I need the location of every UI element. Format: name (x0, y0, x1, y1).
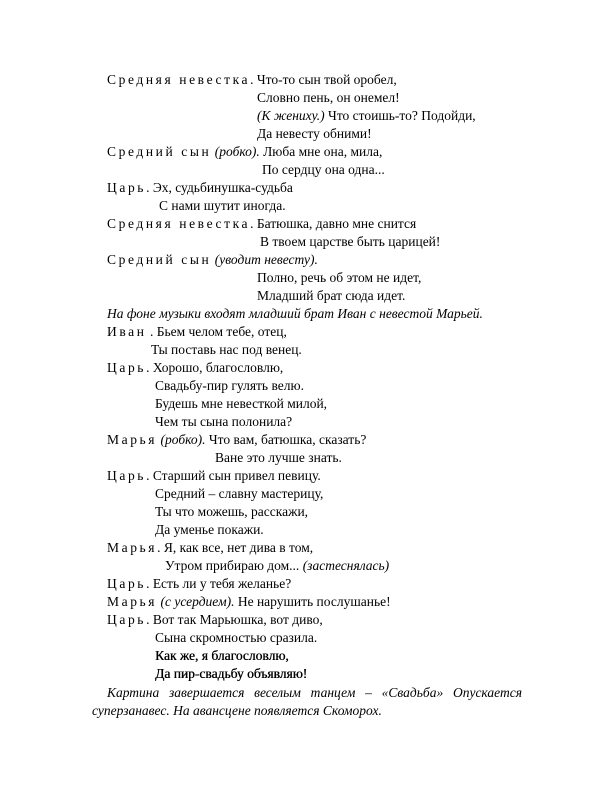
line-text: Люба мне она, мила, (259, 144, 383, 159)
stage-direction: (робко). (157, 432, 206, 447)
speaker-name: Царь (107, 576, 147, 591)
dialogue-line (107, 576, 291, 592)
dialogue-line (257, 108, 476, 124)
verse-line: Средний – славну мастерицу, (155, 486, 324, 501)
dialogue-line (107, 144, 382, 160)
stage-direction: (робко). (211, 144, 260, 159)
stage-direction: (уводит невесту). (211, 252, 318, 267)
speaker-name: Марья (107, 540, 158, 555)
dialogue-line (107, 180, 293, 196)
dialogue-line (107, 252, 318, 268)
dialogue-line (107, 540, 313, 556)
verse-line: Ты поставь нас под венец. (151, 342, 302, 357)
speaker-name: Средняя невестка (107, 72, 251, 87)
speaker-name: Царь (107, 612, 147, 627)
verse-line: С нами шутит иногда. (159, 198, 286, 213)
verse-line: Словно пень, он онемел! (257, 90, 400, 105)
speaker-name: Царь (107, 180, 147, 195)
verse-line: Да невесту обними! (257, 126, 372, 141)
dialogue-line (107, 324, 287, 340)
verse-line: Свадьбу-пир гулять велю. (155, 378, 304, 393)
dialogue-line (107, 468, 321, 484)
line-text: . Хорошо, благословлю, (146, 360, 284, 375)
line-text: . Что-то сын твой оробел, (250, 72, 397, 87)
verse-line: Как же, я благословлю, (155, 648, 289, 663)
stage-direction: (застеснялась) (299, 558, 390, 573)
dialogue-line (107, 612, 323, 628)
speaker-name: Марья (107, 594, 158, 609)
verse-line: Сына скромностью сразила. (155, 630, 318, 645)
dialogue-line (107, 216, 416, 232)
verse-line: Да пир-свадьбу объявляю! (155, 666, 308, 681)
verse-line: В твоем царстве быть царицей! (260, 234, 441, 249)
dialogue-line (165, 558, 389, 574)
line-text: Что вам, батюшка, сказать? (205, 432, 367, 447)
speaker-name: Средний сын (107, 144, 212, 159)
dialogue-line (107, 360, 283, 376)
line-text: Не нарушить послушанье! (234, 594, 391, 609)
stage-direction: (К жениху.) (257, 108, 325, 123)
line-text: Утром прибираю дом... (165, 558, 300, 573)
verse-line: Ване это лучше знать. (215, 450, 342, 465)
speaker-name: Марья (107, 432, 158, 447)
speaker-name: Царь (107, 468, 147, 483)
verse-line: Чем ты сына полонила? (155, 414, 293, 429)
verse-line: Младший брат сюда идет. (257, 288, 406, 303)
dialogue-line (107, 72, 397, 88)
closing-stage-direction: Картина завершается веселым танцем – «Свадьба» Опускается суперзанавес. На авансцене появляется Скоморох. (92, 685, 522, 718)
line-text: . Я, как все, нет дива в том, (157, 540, 314, 555)
speaker-name: Средняя невестка (107, 216, 251, 231)
stage-direction: На фоне музыки входят младший брат Иван с невестой Марьей. (107, 306, 483, 321)
line-text: Что стоишь-то? Подойди, (324, 108, 476, 123)
speaker-name: Средний сын (107, 252, 212, 267)
verse-line: Ты что можешь, расскажи, (155, 504, 309, 519)
line-text: . Есть ли у тебя желанье? (146, 576, 292, 591)
stage-direction: (с усердием). (157, 594, 235, 609)
line-text: . Старший сын привел певицу. (146, 468, 321, 483)
line-text: . Эх, судьбинушка-судьба (146, 180, 293, 195)
verse-line: Полно, речь об этом не идет, (257, 270, 422, 285)
verse-line: Будешь мне невесткой милой, (155, 396, 328, 411)
dialogue-line (107, 594, 391, 610)
speaker-name: Иван (107, 324, 147, 339)
verse-line: По сердцу она одна... (262, 162, 385, 177)
dialogue-line (107, 432, 366, 448)
line-text: . Батюшка, давно мне снится (250, 216, 417, 231)
line-text: . Вот так Марьюшка, вот диво, (146, 612, 323, 627)
speaker-name: Царь (107, 360, 147, 375)
verse-line: Да уменье покажи. (155, 522, 264, 537)
line-text: . Бьем челом тебе, отец, (146, 324, 287, 339)
